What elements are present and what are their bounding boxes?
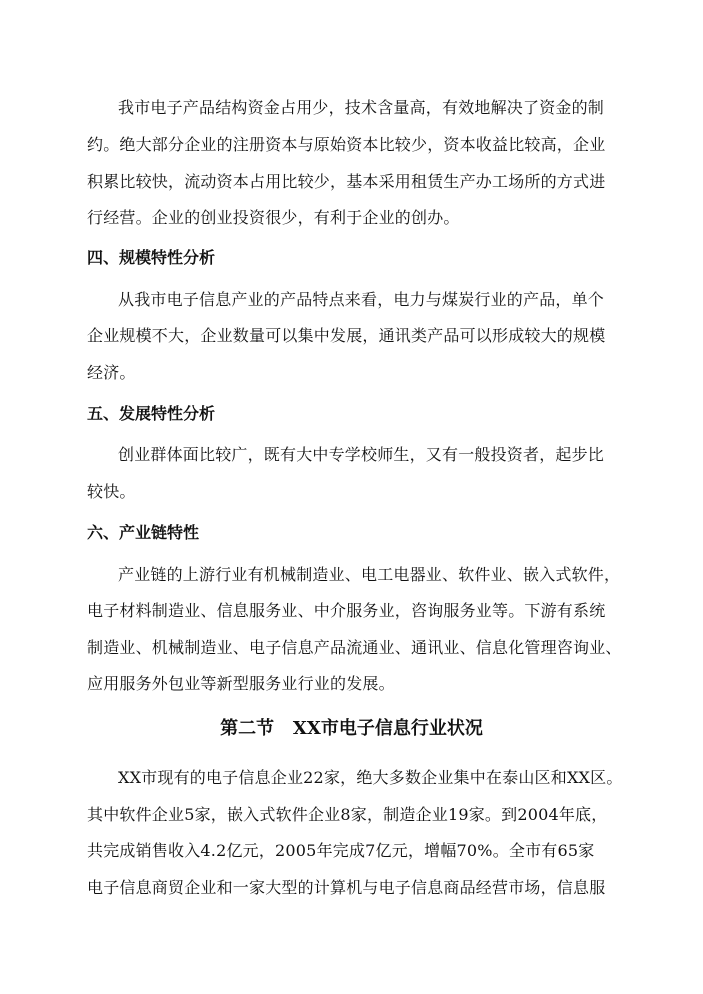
- paragraph-line: 共完成销售收入4.2亿元，2005年完成7亿元，增幅70%。全市有65家: [87, 841, 595, 860]
- paragraph-line: 从我市电子信息产业的产品特点来看，电力与煤炭行业的产品，单个: [118, 290, 605, 309]
- paragraph-line: 行经营。企业的创业投资很少，有利于企业的创办。: [87, 208, 460, 227]
- paragraph-line: 企业规模不大，企业数量可以集中发展，通讯类产品可以形成较大的规模: [87, 326, 606, 345]
- section-heading-development: 五、发展特性分析: [87, 404, 216, 423]
- paragraph-line: 创业群体面比较广，既有大中专学校师生，又有一般投资者，起步比: [118, 445, 605, 464]
- paragraph-line: 其中软件企业5家，嵌入式软件企业8家，制造企业19家。到2004年底，: [87, 805, 608, 824]
- section-heading-scale: 四、规模特性分析: [87, 248, 216, 267]
- section-title: 第二节 XX市电子信息行业状况: [220, 718, 483, 739]
- paragraph-line: 电子材料制造业、信息服务业、中介服务业，咨询服务业等。下游有系统: [87, 601, 606, 620]
- paragraph-line: 我市电子产品结构资金占用少，技术含量高，有效地解决了资金的制: [118, 98, 605, 117]
- paragraph-line: 约。绝大部分企业的注册资本与原始资本比较少，资本收益比较高，企业: [87, 135, 606, 154]
- paragraph-line: 制造业、机械制造业、电子信息产品流通业、通讯业、信息化管理咨询业、: [87, 638, 622, 657]
- paragraph-line: 较快。: [87, 482, 136, 501]
- paragraph-line: XX市现有的电子信息企业22家，绝大多数企业集中在泰山区和XX区。: [118, 768, 623, 787]
- paragraph-line: 积累比较快，流动资本占用比较少，基本采用租赁生产办工场所的方式进: [87, 172, 606, 191]
- paragraph-line: 产业链的上游行业有机械制造业、电工电器业、软件业、嵌入式软件，: [118, 565, 621, 584]
- section-heading-industry-chain: 六、产业链特性: [87, 523, 200, 542]
- paragraph-line: 应用服务外包业等新型服务业行业的发展。: [87, 674, 395, 693]
- paragraph-line: 电子信息商贸企业和一家大型的计算机与电子信息商品经营市场，信息服: [87, 878, 606, 897]
- paragraph-line: 经济。: [87, 363, 136, 382]
